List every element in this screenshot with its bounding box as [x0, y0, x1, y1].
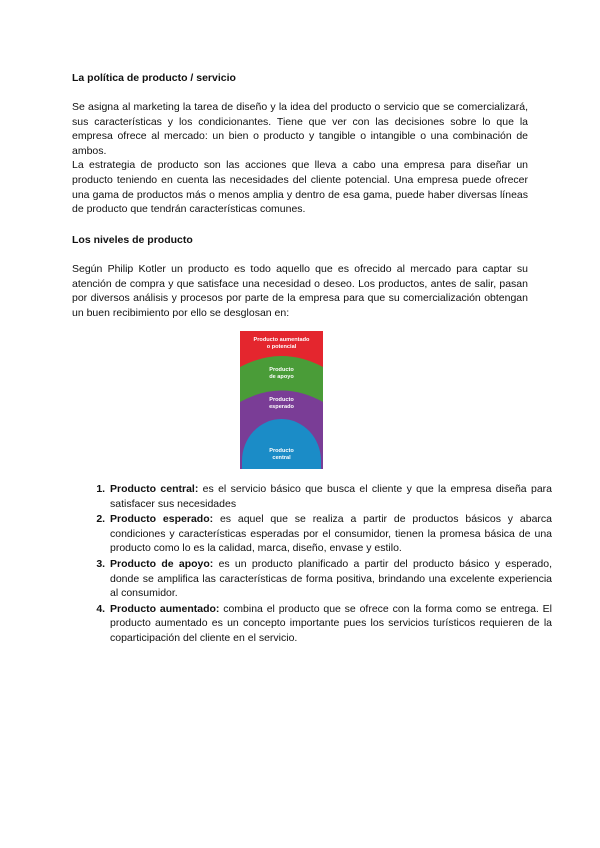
layer-label-augmented-line1: Producto aumentado — [253, 337, 310, 343]
section-heading-product-policy: La política de producto / servicio — [72, 72, 236, 84]
layer-label-core-line1: Producto — [269, 448, 294, 454]
level-description: es un producto planificado a partir del producto básico y esperado, donde se amplifica las características de forma positiva, brindando una excelente experiencia al consumidor. — [110, 557, 552, 600]
layer-label-core-line2: central — [272, 455, 291, 461]
layer-label-support-line2: de apoyo — [269, 374, 294, 380]
level-description: combina el producto que se ofrece con la forma como se entrega. El producto aumentado es un concepto importante pues los servicios turísticos requieren de la coparticipación del cliente en el servicio. — [110, 602, 552, 644]
level-description: es aquel que se realiza a partir de productos básicos y abarca condiciones y características esperadas por el consumidor, tienen la promesa básica de una producto como lo es la calidad, marca, diseño, envase y estilo. — [110, 513, 552, 555]
level-term: Producto aumentado: — [110, 602, 220, 615]
product-levels-diagram — [240, 331, 323, 469]
level-description: es el servicio básico que busca el cliente y que la empresa diseña para satisfacer sus necesidades — [110, 483, 552, 510]
product-levels-list — [84, 482, 552, 647]
product-levels-intro — [72, 262, 528, 320]
list-item — [108, 482, 552, 511]
list-item — [108, 512, 552, 556]
layer-label-expected-line2: esperado — [269, 404, 294, 410]
list-item — [108, 557, 552, 601]
section-heading-product-levels: Los niveles de producto — [72, 234, 193, 246]
paragraph-product-strategy: La estrategia de producto son las acciones que lleva a cabo una empresa para diseñar un producto teniendo en cuenta las necesidades del cliente potencial. Una empresa puede ofrecer una gama de productos más o menos amplia y dentro de esa gama, puede haber diversas líneas de producto que tendrán características comunes. — [72, 159, 528, 216]
level-term: Producto esperado: — [110, 513, 214, 526]
layer-label-expected-line1: Producto — [269, 397, 294, 403]
layer-label-augmented-line2: o potencial — [266, 344, 297, 350]
layer-label-support-line1: Producto — [269, 367, 294, 373]
list-item — [108, 602, 552, 646]
level-term: Producto de apoyo: — [110, 557, 214, 570]
level-term: Producto central: — [110, 483, 199, 495]
paragraph-kotler: Según Philip Kotler un producto es todo aquello que es ofrecido al mercado para captar su atención de compra y que satisface una necesidad o deseo. Los productos, antes de salir, pasan por diversos análisis y procesos por parte de la empresa para que su comercialización obtengan un buen recibimiento por ello se desglosan en: — [72, 263, 528, 319]
product-policy-body — [72, 100, 528, 217]
paragraph-marketing-task: Se asigna al marketing la tarea de diseño y la idea del producto o servicio que se comercializará, sus características y los condicionantes. Tiene que ver con las decisiones sobre lo que la empresa ofrece al mercado: un bien o producto y tangible o intangible o una combinación de ambos. — [72, 101, 528, 157]
